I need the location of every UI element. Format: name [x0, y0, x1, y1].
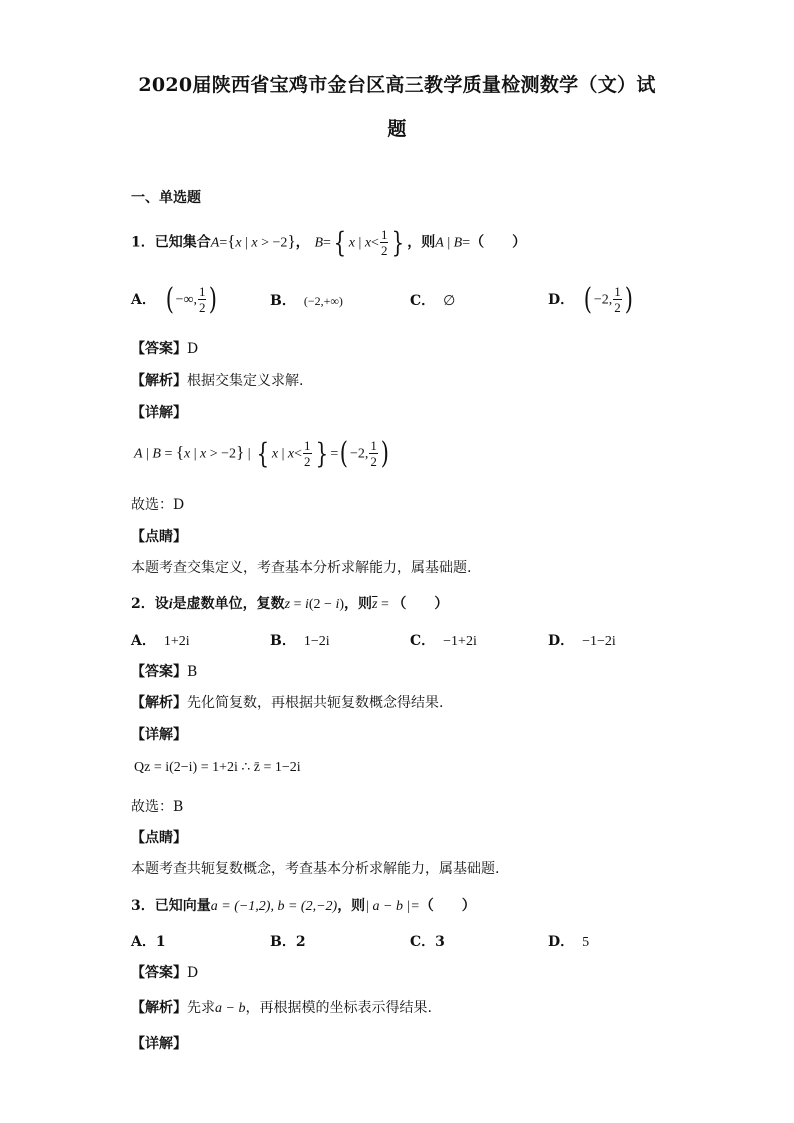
q1-detail-label: 【详解】	[131, 405, 187, 421]
q3-stem: 3．已知向量a = (−1,2), b = (2,−2)，则| a − b |=（ ）	[131, 898, 476, 914]
q1-detail-eq: A | B = {x | x > −2} | { x | x< $\frac{1}{2}$ } =( −2, $\frac{1}{2}$ )	[134, 436, 389, 471]
q3-option-a[interactable]: A．1	[131, 934, 166, 950]
q1-set-a: A	[210, 235, 220, 251]
q1-option-c[interactable]: C． ∅	[410, 293, 456, 309]
q3-answer: 【答案】D	[131, 965, 199, 981]
q1-comment: 本题考查交集定义，考查基本分析求解能力，属基础题.	[131, 560, 472, 576]
q1-option-d[interactable]: D． ( −2, $\frac{1}{2}$ )	[548, 282, 633, 317]
q1-stem: 1．已知集合A={x | x > −2}， B={ x | x< $\frac{1}{2}$ } ，则A | B=（ ）	[131, 226, 527, 259]
q3-detail-label: 【详解】	[131, 1036, 187, 1052]
q1-option-a[interactable]: A． ( −∞, $\frac{1}{2}$ )	[131, 282, 218, 317]
q2-analysis: 【解析】先化简复数，再根据共轭复数概念得结果.	[131, 695, 444, 711]
q1-analysis: 【解析】根据交集定义求解.	[131, 373, 304, 389]
doc-title-line2: 题	[387, 118, 407, 140]
q3-analysis: 【解析】先求a − b，再根据模的坐标表示得结果.	[131, 1000, 432, 1016]
q1-answer: 【答案】D	[131, 341, 199, 357]
section-heading: 一、单选题	[131, 190, 201, 206]
q2-option-c[interactable]: C． −1+2i	[410, 633, 477, 649]
q2-option-d[interactable]: D． −1−2i	[548, 633, 616, 649]
q2-detail-label: 【详解】	[131, 727, 187, 743]
q3-option-c[interactable]: C．3	[410, 934, 445, 950]
q1-set-b: B	[314, 235, 324, 251]
q3-option-b[interactable]: B．2	[270, 934, 306, 950]
q2-option-b[interactable]: B． 1−2i	[270, 633, 330, 649]
q2-choose: 故选：B	[131, 799, 184, 815]
q3-option-d[interactable]: D． 5	[548, 934, 590, 950]
q1-option-b[interactable]: B． (−2,+∞)	[270, 293, 343, 309]
q2-comment-label: 【点睛】	[131, 830, 187, 846]
q1-choose: 故选：D	[131, 497, 185, 513]
q2-comment: 本题考查共轭复数概念，考查基本分析求解能力，属基础题.	[131, 861, 500, 877]
q2-option-a[interactable]: A． 1+2i	[131, 633, 190, 649]
q1-comment-label: 【点睛】	[131, 529, 187, 545]
q2-stem: 2．设i是虚数单位，复数z = i(2 − i)，则$\overline{z}$ = （ ）	[131, 596, 449, 612]
q1-stem-prefix: 1．已知集合	[131, 234, 211, 251]
q2-detail-eq: Qz = i(2−i) = 1+2i ∴ z̄ = 1−2i	[134, 760, 301, 775]
doc-title-line1: 2020届陕西省宝鸡市金台区高三教学质量检测数学（文）试	[138, 74, 656, 96]
q2-answer: 【答案】B	[131, 664, 198, 680]
